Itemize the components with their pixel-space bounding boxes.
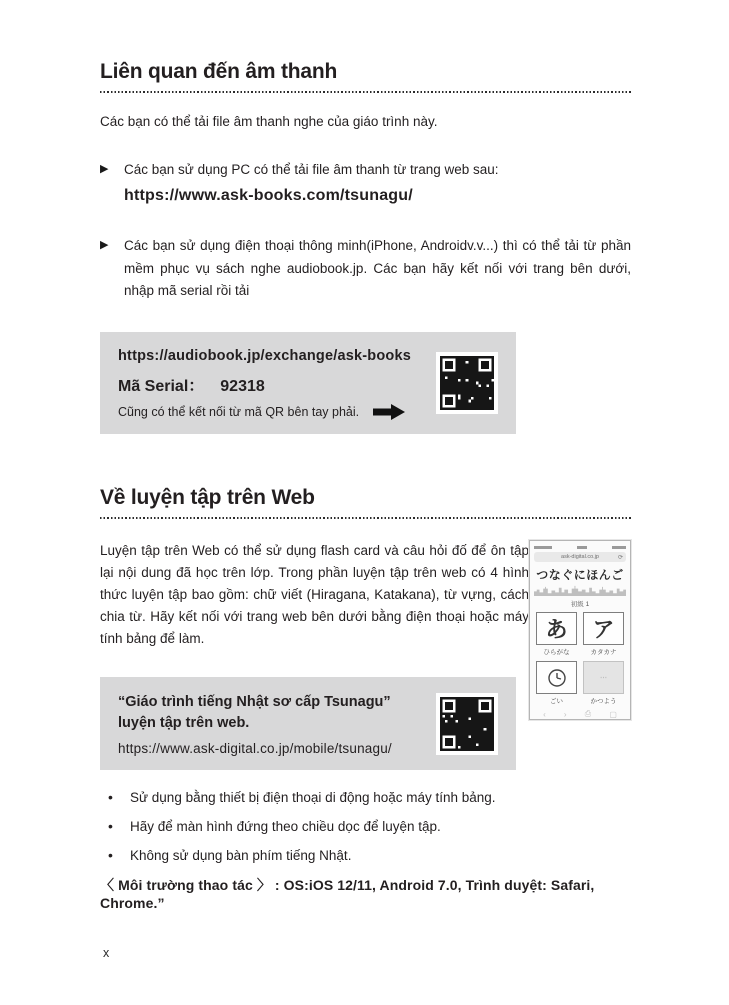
- forward-icon: ›: [563, 709, 567, 719]
- battery-icon: [612, 546, 626, 549]
- environment-requirements: 〈 Môi trường thao tác 〉 : OS:iOS 12/11, Android 7.0, Trình duyệt: Safari, Chrome.”: [100, 877, 595, 912]
- tile-label: カタカナ: [590, 649, 617, 657]
- katakana-glyph: ア: [583, 612, 624, 645]
- qr-code-image: [440, 697, 494, 751]
- serial-label: Mã Serial：: [118, 378, 205, 396]
- dotted-rule: [100, 91, 631, 94]
- serial-value: 92318: [220, 378, 265, 396]
- tile-vocabulary: [536, 661, 577, 705]
- reload-icon: ⟳: [617, 554, 623, 561]
- triangle-bullet-icon: ▶: [100, 239, 109, 252]
- web-body-text: Luyện tập trên Web có thể sử dụng flash card và câu hỏi đố để ôn tập lại nội dung đã học trên lớp. Trong phần luyện tập trên web có 4 hình thức luyện tập bao gồm: chữ viết (Hiragana, Katakana), từ vựng, cách chia từ. Hãy kết nối với trang web bên dưới bằng điện thoại hoặc máy tính bảng để làm.: [100, 543, 529, 646]
- qr-note-text: Cũng có thể kết nối từ mã QR bên tay phải.: [118, 405, 360, 420]
- textbook-quote-line2: luyện tập trên web.: [118, 715, 250, 732]
- dot-bullet-icon: •: [108, 818, 113, 835]
- tile-label: ひらがな: [543, 649, 570, 657]
- tabs-icon: ▢: [609, 709, 617, 719]
- phone-status-bar: [534, 544, 626, 550]
- phone-nav-bar: [534, 709, 626, 719]
- phone-level-label: 初級 1: [570, 601, 590, 609]
- back-icon: ‹: [543, 709, 546, 719]
- tile-katakana: [583, 612, 624, 656]
- tile-hiragana: [536, 612, 577, 656]
- audio-intro-text: Các bạn có thể tải file âm thanh nghe của giáo trình này.: [100, 114, 438, 129]
- list-item: [100, 848, 631, 863]
- dotted-rule: [100, 517, 631, 520]
- note-text: Sử dụng bằng thiết bị điện thoại di động hoặc máy tính bảng.: [130, 790, 496, 806]
- clock-icon: [536, 661, 577, 694]
- city-skyline-illustration: [534, 585, 626, 596]
- qr-code-image: [440, 356, 494, 410]
- ask-digital-url: https://www.ask-digital.co.jp/mobile/tsunagu/: [118, 741, 392, 757]
- audio-bullet-smartphone: [100, 235, 631, 302]
- triangle-bullet-icon: ▶: [100, 163, 109, 175]
- conjugation-glyph-faint: ⋯: [583, 661, 624, 694]
- note-text: Hãy để màn hình đứng theo chiều dọc để luyện tập.: [130, 819, 441, 835]
- audio-bullet-smartphone-text: Các bạn sử dụng điện thoại thông minh(iPhone, Androidv.v...) thì có thể tải từ phần mềm phục vụ sách nghe audiobook.jp. Các bạn hãy kết nối với trang bên dưới, nhập mã serial rồi tải: [124, 238, 631, 298]
- audiobook-url: https://audiobook.jp/exchange/ask-books: [118, 348, 412, 365]
- share-icon: ⎙: [584, 709, 592, 719]
- list-item: [100, 819, 631, 834]
- dot-bullet-icon: •: [108, 847, 113, 864]
- audio-bullet-pc: [100, 159, 631, 181]
- audio-bullet-pc-text: Các bạn sử dụng PC có thể tải file âm thanh từ trang web sau:: [124, 162, 499, 177]
- tile-label: ごい: [550, 698, 563, 706]
- signal-carrier-icon: [534, 546, 552, 549]
- phone-app-title: つなぐにほんご: [536, 568, 624, 583]
- right-arrow-icon: [373, 404, 405, 420]
- web-practice-info-box: [100, 677, 516, 770]
- note-text: Không sử dụng bàn phím tiếng Nhật.: [130, 848, 352, 864]
- audiobook-info-box: [100, 332, 516, 434]
- phone-tile-grid: [534, 612, 626, 705]
- audio-section-title: Liên quan đến âm thanh: [100, 60, 338, 83]
- phone-screenshot: [529, 540, 631, 720]
- serial-line: [118, 373, 416, 396]
- tile-conjugation: [583, 661, 624, 705]
- ask-books-url: https://www.ask-books.com/tsunagu/: [124, 187, 413, 205]
- tile-label: かつよう: [590, 698, 617, 706]
- textbook-quote-line1: “Giáo trình tiếng Nhật sơ cấp Tsunagu”: [118, 694, 391, 711]
- web-section-title: Về luyện tập trên Web: [100, 486, 315, 510]
- phone-address-bar: [534, 552, 626, 562]
- audiobook-qr-code: [436, 352, 498, 414]
- dot-bullet-icon: •: [108, 789, 113, 806]
- usage-notes-list: [100, 790, 631, 863]
- page-number: x: [103, 946, 110, 960]
- clock-time-chip: [577, 546, 587, 549]
- list-item: [100, 790, 631, 805]
- qr-note-line: [118, 404, 416, 420]
- phone-address-text: ask-digital.co.jp: [561, 554, 599, 561]
- web-practice-qr-code: [436, 693, 498, 755]
- hiragana-glyph: あ: [536, 612, 577, 645]
